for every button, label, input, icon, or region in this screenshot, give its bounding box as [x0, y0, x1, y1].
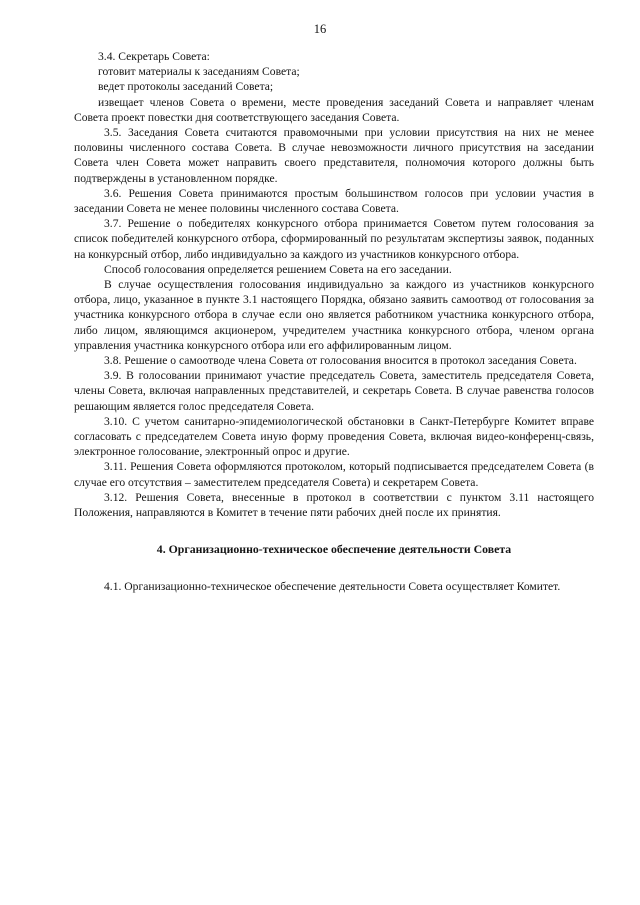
page-number: 16	[313, 22, 327, 36]
paragraph-3-4-item: извещает членов Совета о времени, месте проведения заседаний Совета и направляет членам Совета проект повестки дня соответствующего заседания Совета.	[74, 95, 594, 124]
paragraph-3-9: 3.9. В голосовании принимают участие председатель Совета, заместитель председателя Совета, члены Совета, включая направленных представителей, и секретарь Совета. В случае равенства голосов решающим является голос председателя Совета.	[74, 369, 594, 413]
paragraph-3-4-item: готовит материалы к заседаниям Совета;	[98, 65, 300, 79]
paragraph-3-4-item: ведет протоколы заседаний Совета;	[98, 80, 274, 94]
paragraph-3-6: 3.6. Решения Совета принимаются простым большинством голосов при условии участия в заседании Совета не менее половины численного состава Совета.	[74, 186, 594, 216]
paragraph-3-12: 3.12. Решения Совета, внесенные в протокол в соответствии с пунктом 3.11 настоящего Положения, направляются в Комитет в течение пяти рабочих дней после их принятия.	[74, 490, 594, 520]
paragraph-3-7-method: Способ голосования определяется решением Совета на его заседании.	[104, 262, 452, 276]
paragraph-3-7-self-recusal: В случае осуществления голосования индивидуально за каждого из участников конкурсного отбора, лицо, указанное в пункте 3.1 настоящего Порядка, обязано заявить самоотвод от голосования за участника конкурсного отбора в случае если оно является работником участника конкурсного отбора, либо лицом, являющимся акционером, учредителем участника конкурсного отбора, членом органа управления участника конкурсного отбора или его аффилированным лицом.	[74, 278, 594, 352]
paragraph-4-1: 4.1. Организационно-техническое обеспечение деятельности Совета осуществляет Комитет.	[104, 579, 561, 593]
paragraph-3-8: 3.8. Решение о самоотводе члена Совета от голосования вносится в протокол заседания Совета.	[104, 354, 577, 368]
document-body	[74, 49, 594, 594]
paragraph-3-11: 3.11. Решения Совета оформляются протоколом, который подписывается председателем Совета (в случае его отсутствия – заместителем председателя Совета) и секретарем Совета.	[74, 460, 594, 489]
paragraph-3-10: 3.10. С учетом санитарно-эпидемиологической обстановки в Санкт-Петербурге Комитет вправе согласовать с председателем Совета иную форму проведения Совета, включая видео-конференц-связь, электронное голосование, электронный опрос и другие.	[74, 414, 594, 459]
paragraph-3-4-title: 3.4. Секретарь Совета:	[98, 50, 210, 63]
section-4-heading: 4. Организационно-техническое обеспечение деятельности Совета	[156, 542, 512, 557]
paragraph-3-5: 3.5. Заседания Совета считаются правомочными при условии присутствия на них не менее половины численного состава Совета. В случае невозможности личного присутствия на заседании Совета член Совета может направить своего представителя, полномочия которого должны быть подтверждены в установленном порядке.	[74, 126, 594, 185]
paragraph-3-7: 3.7. Решение о победителях конкурсного отбора принимается Советом путем голосования за список победителей конкурсного отбора, сформированный по результатам экспертизы заявок, поданных на конкурсный отбор, либо индивидуально за каждого из участников конкурсного отбора.	[74, 217, 594, 261]
